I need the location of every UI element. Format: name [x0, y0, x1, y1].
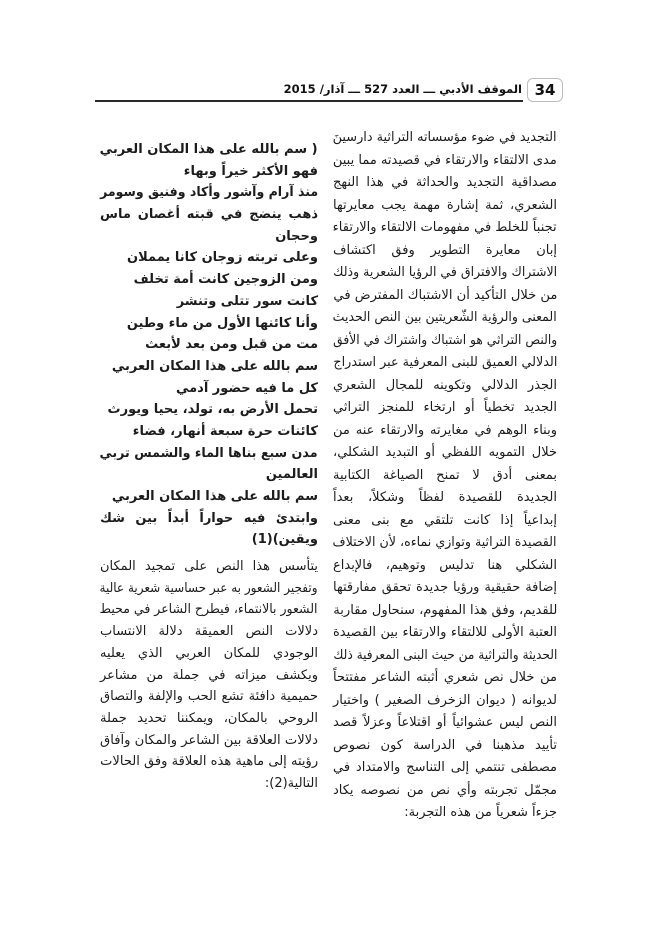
poem-line: كانت سور تتلى وتنشر: [176, 293, 318, 309]
body-line: تأييد مذهبنا في الدراسة كون نصوص: [333, 737, 557, 753]
page-number: 34: [527, 78, 563, 102]
article-column-right: [333, 127, 557, 825]
poem-line: مدن سبع بناها الماء والشمس تربي: [99, 445, 318, 461]
body-line: للقديم، وفق هذا المفهوم، سنحاول مقاربة: [333, 602, 557, 618]
body-line: من خلال نص شعري أثبته الشاعر مفتتحاً: [333, 670, 557, 685]
paragraph-block: [100, 556, 318, 795]
poem-line: وأنا كائنها الأول من ماء وطين: [126, 315, 318, 331]
body-line: الوجودي للمكان العربي الذي يعليه: [100, 645, 318, 661]
body-line: الروحي بالمكان، ويمكننا تحديد جملة: [100, 710, 318, 726]
body-line: المعنى والرؤية الشّعريتين بين النص الحديث: [332, 310, 557, 325]
poem-line: ومن الزوجين كانت أمة تخلف: [133, 272, 318, 288]
poem-line: وحجان: [275, 228, 318, 244]
poem-line: تحمل الأرض به، تولد، يحيا ويورث: [107, 402, 318, 418]
body-line: حميمية دافئة تشع الحب والإلفة والتصاق: [100, 689, 318, 705]
body-line: جزءاً شعرياً من هذه التجربة:: [404, 805, 557, 820]
body-line: التجديد في ضوء مؤسساته التراثية دارسينَ: [333, 130, 557, 145]
body-line: العتبة الأولى للالتقاء والارتقاء بين القصيدة: [333, 625, 557, 640]
body-line: مدى الالتقاء والارتقاء في قصيدته مما يبين: [332, 152, 557, 168]
body-line: إضافة حقيقية ورؤيا جديدة تحقق مفارقتها: [333, 580, 557, 595]
body-line: الشكلي هنا تدليس وتوهيم، فالإبداع: [333, 557, 557, 573]
body-line: تجنباً للخلط في مفهومات الالتقاء والارتقاء: [333, 220, 557, 235]
poem-line: ذهب ينضج في قبته أغصان ماس: [100, 207, 318, 223]
body-line: مصطفى تنتمي إلى التناسج والامتداد في: [333, 760, 557, 775]
poem-line: العالمين: [265, 467, 318, 483]
body-line: دلالات النص العميقة دلالة الانتساب: [100, 624, 318, 640]
body-line: وتفجير الشعور به عبر حساسية شعرية عالية: [100, 580, 318, 596]
body-line: مجمّل تجربته وأي نص من نصوصه يكاد: [333, 782, 557, 798]
body-line: الجذر الدلالي وتكوينه للمجال الشعري: [333, 377, 557, 393]
body-line: الحديثة والتراثية من حيث البنى المعرفية ذلك: [333, 647, 557, 663]
poem-line: مت من قبل ومن بعد لأبعث: [145, 337, 318, 353]
poem-block: [100, 139, 318, 551]
body-line: إبان معايرة التطوير وفق اكتشاف: [333, 242, 557, 258]
poem-line: ( سم بالله على هذا المكان العربي: [100, 142, 318, 157]
poem-line: وابتدئ فيه حواراً أبداً بين شك: [100, 510, 318, 526]
header-rule: [95, 100, 523, 102]
poem-line: وعلى تربته زوجان كانا يمملان: [127, 250, 318, 266]
poem-line: سم بالله على هذا المكان العربي: [111, 358, 318, 374]
body-line: رؤيته إلى ماهية هذه العلاقة وفق الحالات: [99, 754, 318, 770]
poem-line: سم بالله على هذا المكان العربي: [111, 489, 318, 504]
body-line: بمعنى أدق لا تمنح الصياغة الكتابية: [333, 467, 557, 483]
body-line: القصيدة التراثية وتوازي نماءه، لأن الاختلاف: [333, 535, 557, 550]
body-line: الشعور بالانتماء، فيطرح الشاعر في محيط: [100, 602, 318, 618]
article-column-left: [100, 139, 318, 795]
body-line: النص ليس عشوائياً أو اقتلاعاً وعزلاً قصد: [333, 715, 557, 730]
running-title: الموقف الأدبي ـــ العدد 527 ـــ آذار/ 2015: [283, 82, 522, 96]
body-line: وبناء الوهم في مغايرته والارتقاء عنه من: [333, 422, 557, 438]
poem-line: فهو الأكثر خيراً وبهاء: [183, 163, 318, 179]
body-line: الدلالي العميق للبنى المعرفية عبر استدراج: [333, 355, 557, 370]
body-line: والنص التراثي هو اشتباك واشتراك في الأفق: [332, 332, 557, 348]
body-line: لديوانه ( ديوان الزخرف الصغير ) واختيار: [333, 692, 557, 708]
body-line: الاشتراك والافتراق في الرؤيا الشعرية وذلك: [332, 265, 557, 280]
poem-line: كل ما فيه حضور آدمي: [175, 380, 318, 396]
body-line: مصداقية التجديد والحداثة في هذا النهج: [333, 175, 557, 190]
body-line: يتأسس هذا النص على تمجيد المكان: [100, 559, 318, 575]
poem-line: كائنات حرة سبعة أنهار، فضاء: [132, 423, 318, 439]
body-line: التالية(2):: [264, 775, 318, 791]
body-line: الشعري، ثمة إشارة مهمة يجب معايرتها: [333, 197, 557, 213]
body-line: من خلال التأكيد أن الاشتباك المفترض في: [332, 287, 557, 303]
poem-line: ويقين)(1): [251, 532, 318, 548]
body-line: الجديد تخطياً أو ارتخاء للمنجز التراثي: [333, 400, 557, 415]
body-line: ويكشف ميزاته في جملة من مشاعر: [100, 667, 318, 683]
body-line: دلالات العلاقة بين الشاعر والمكان وآفاق: [99, 732, 318, 748]
body-line: خلال التمويه اللفظي أو التبديد الشكلي،: [333, 445, 557, 460]
poem-line: منذ آرام وآشور وأكاد وفنيق وسومر: [100, 185, 318, 201]
body-line: إبداعياً إذا كانت تلتقي مع بنى معنى: [333, 512, 557, 528]
body-line: الجديدة للقصيدة لفظاً وشكلاً، بعداً: [333, 490, 557, 505]
